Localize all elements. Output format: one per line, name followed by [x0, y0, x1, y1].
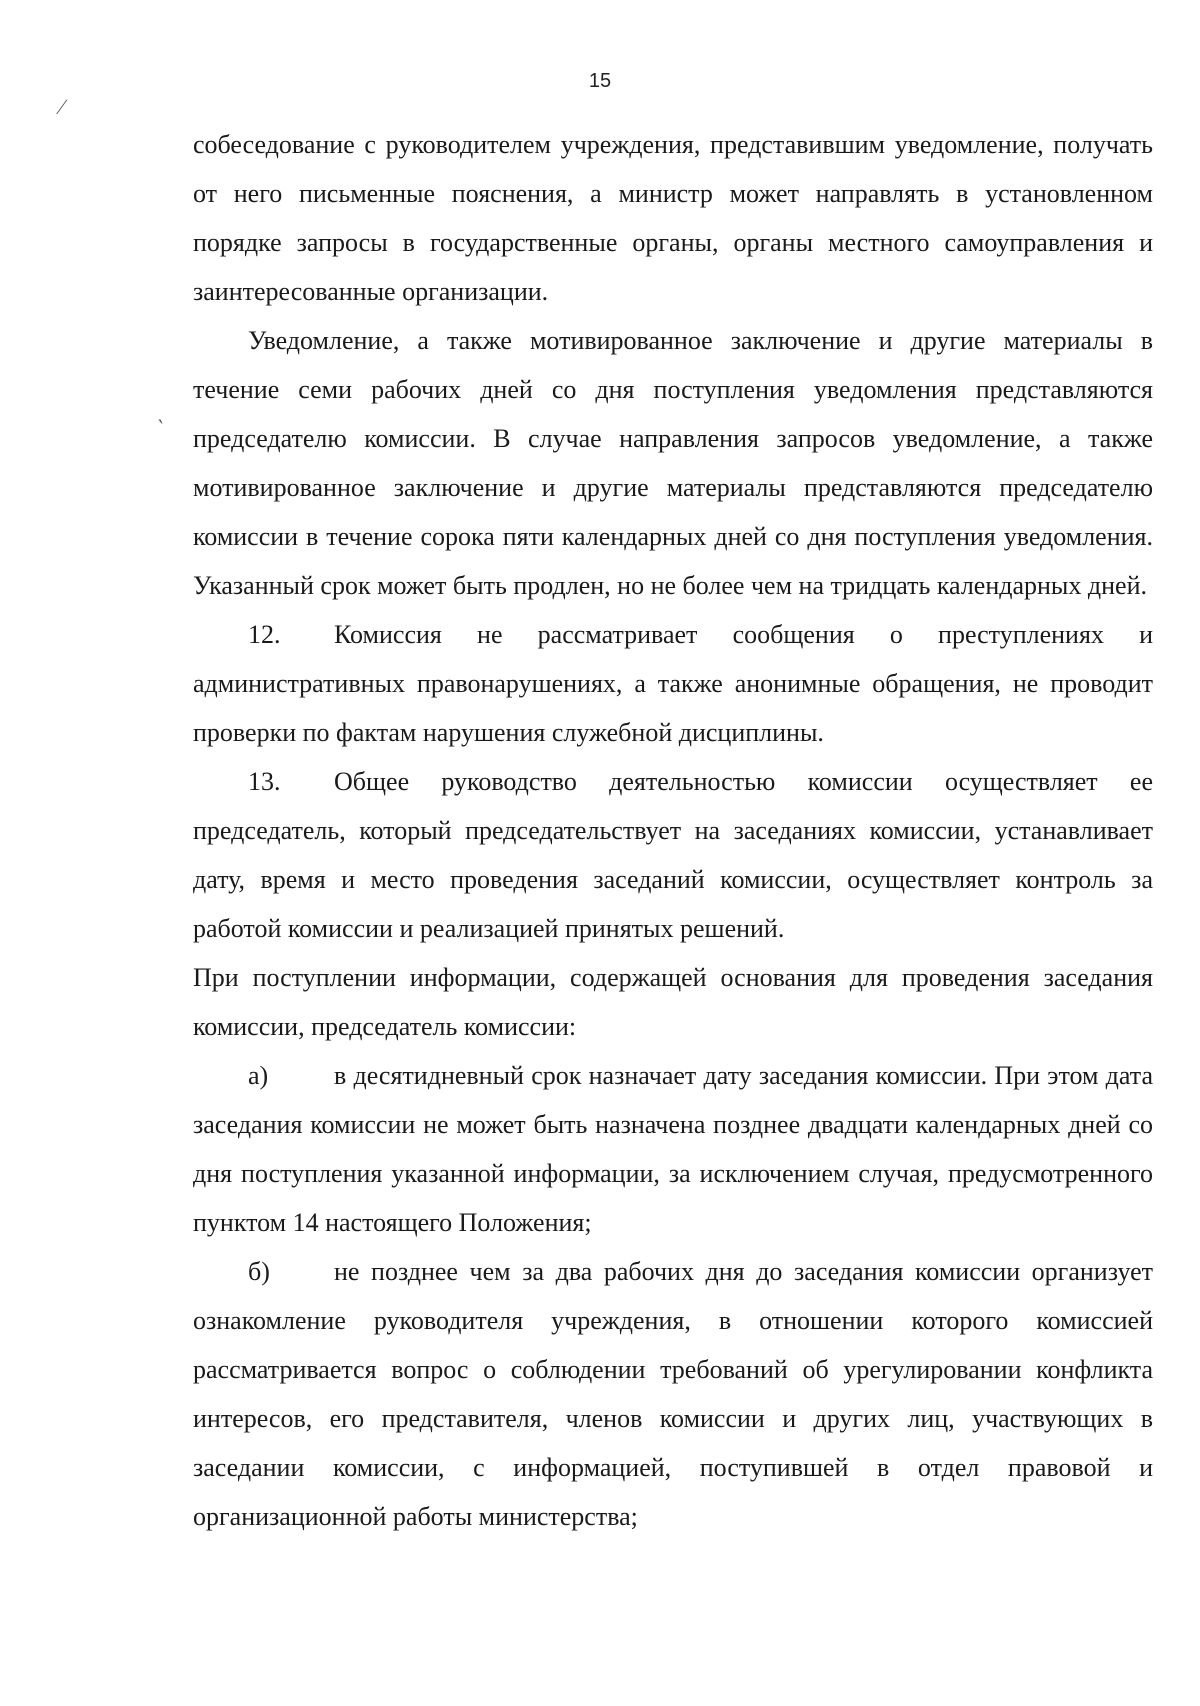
list-item-text: не позднее чем за два рабочих дня до заседания комиссии организует ознакомление руководителя учреждения, в отношении которого комиссией рассматривается вопрос о соблюдении требований об урегулировании конфликта интересов, его представителя, членов комиссии и других лиц, участвующих в заседании комиссии, с информацией, поступившей в отдел правовой и организационной работы министерства; [193, 1257, 1153, 1531]
scan-mark: ∕ [60, 94, 64, 119]
paragraph-number: 13. [248, 767, 281, 796]
list-item-marker: а) [248, 1061, 269, 1090]
paragraph-text: Комиссия не рассматривает сообщения о преступлениях и административных правонарушениях, а также анонимные обращения, не проводит проверки по фактам нарушения служебной дисциплины. [193, 620, 1153, 747]
numbered-paragraph [193, 610, 1153, 757]
paragraph-text: Общее руководство деятельностью комиссии осуществляет ее председатель, который председательствует на заседаниях комиссии, устанавливает дату, время и место проведения заседаний комиссии, осуществляет контроль за работой комиссии и реализацией принятых решений. [193, 767, 1153, 943]
list-item-marker: б) [248, 1257, 270, 1286]
paragraph [193, 316, 1153, 610]
list-item-text: в десятидневный срок назначает дату заседания комиссии. При этом дата заседания комиссии не может быть назначена позднее двадцати календарных дней со дня поступления указанной информации, за исключением случая, предусмотренного пунктом 14 настоящего Положения; [193, 1061, 1153, 1237]
document-body [193, 120, 1153, 1541]
paragraph-text: собеседование с руководителем учреждения, представившим уведомление, получать от него письменные пояснения, а министр может направлять в установленном порядке запросы в государственные органы, органы местного самоуправления и заинтересованные организации. [193, 130, 1153, 306]
paragraph-text: При поступлении информации, содержащей основания для проведения заседания комиссии, председатель комиссии: [193, 963, 1153, 1041]
paragraph-number: 12. [248, 620, 281, 649]
paragraph-text: Уведомление, а также мотивированное заключение и другие материалы в течение семи рабочих дней со дня поступления уведомления представляются председателю комиссии. В случае направления запросов уведомление, а также мотивированное заключение и другие материалы представляются председателю комиссии в течение сорока пяти календарных дней со дня поступления уведомления. Указанный срок может быть продлен, но не более чем на тридцать календарных дней. [193, 326, 1153, 600]
list-item [193, 1051, 1153, 1247]
page-number: 15 [588, 70, 612, 92]
numbered-paragraph [193, 757, 1153, 953]
scan-mark: ‵ [158, 416, 163, 441]
list-item [193, 1247, 1153, 1541]
paragraph [193, 120, 1153, 316]
paragraph [193, 953, 1153, 1051]
